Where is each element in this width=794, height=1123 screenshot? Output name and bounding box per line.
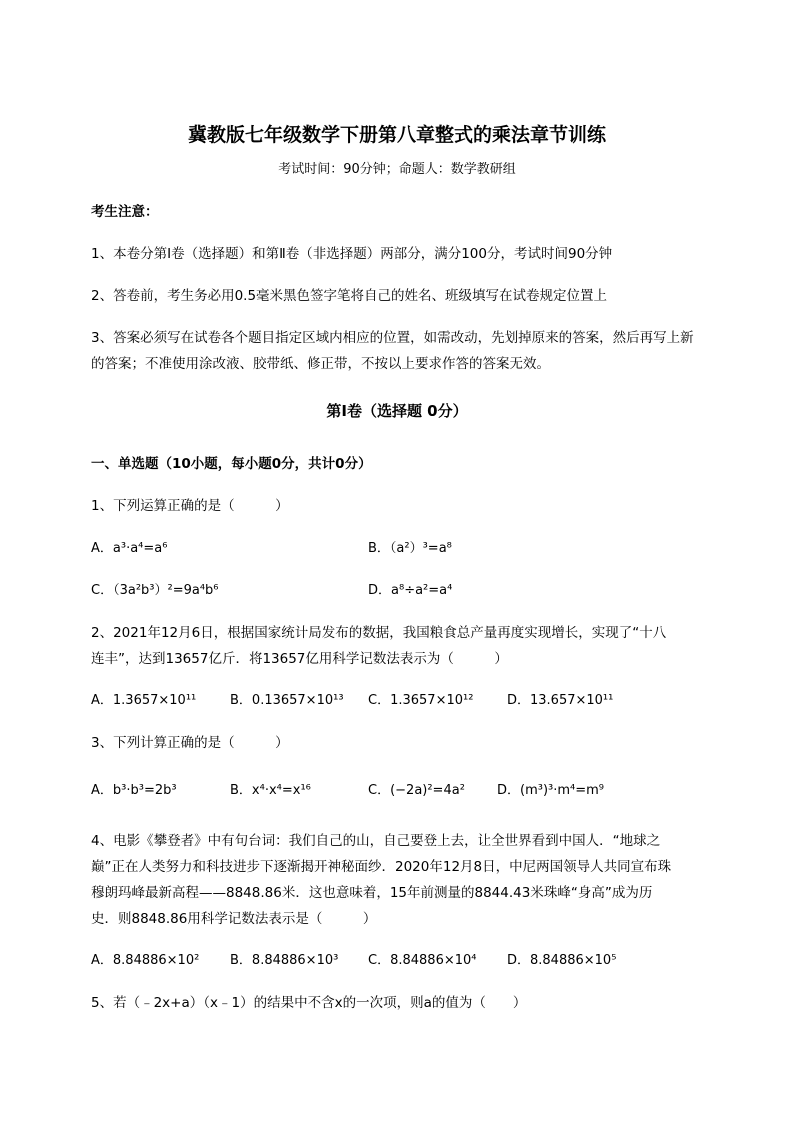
question-1-option-d[interactable]: D．a⁸÷a²=a⁴ [368,583,453,598]
question-1-option-a[interactable]: A．a³·a⁴=a⁶ [91,541,168,556]
question-4-stem-line-3: 穆朗玛峰最新高程——8848.86米．这也意味着，15年前测量的8844.43米珠峰“身高”成为历 [91,885,653,901]
question-4-stem-line-4: 史．则8848.86用科学记数法表示是（ ） [91,911,377,927]
question-2-option-a[interactable]: A．1.3657×10¹¹ [91,693,197,708]
question-1-option-c[interactable]: C．（3a²b³）²=9a⁴b⁶ [91,583,219,598]
notice-item-2: 2、答卷前，考生务必用0.5毫米黑色签字笔将自己的姓名、班级填写在试卷规定位置上 [91,288,608,304]
notice-item-3-cont: 的答案；不准使用涂改液、胶带纸、修正带，不按以上要求作答的答案无效。 [91,356,550,372]
notice-heading: 考生注意： [91,204,159,220]
question-3-option-a[interactable]: A．b³·b³=2b³ [91,783,177,798]
question-1-option-b[interactable]: B．（a²）³=a⁸ [368,541,452,556]
section-title: 第I卷（选择题 0分） [326,402,468,420]
question-2-stem-line-2: 连丰”，达到13657亿斤．将13657亿用科学记数法表示为（ ） [91,651,508,667]
question-4-option-b[interactable]: B．8.84886×10³ [230,953,339,968]
question-2-option-b[interactable]: B．0.13657×10¹³ [230,693,344,708]
question-4-option-d[interactable]: D．8.84886×10⁵ [507,953,617,968]
question-1-stem: 1、下列运算正确的是（ ） [91,498,289,514]
question-3-option-c[interactable]: C．(−2a)²=4a² [368,783,465,798]
question-3-stem: 3、下列计算正确的是（ ） [91,735,289,751]
question-4-option-a[interactable]: A．8.84886×10² [91,953,200,968]
question-2-option-c[interactable]: C．1.3657×10¹² [368,693,474,708]
question-5-stem: 5、若（﹣2x+a）（x﹣1）的结果中不含x的一次项，则a的值为（ ） [91,995,527,1011]
question-4-stem-line-2: 巅”正在人类努力和科技进步下逐渐揭开神秘面纱．2020年12月8日，中尼两国领导人共同宣布珠 [91,859,672,875]
notice-item-1: 1、本卷分第I卷（选择题）和第Ⅱ卷（非选择题）两部分，满分100分，考试时间90分钟 [91,246,613,262]
page-title: 冀教版七年级数学下册第八章整式的乘法章节训练 [187,124,606,146]
question-4-stem-line-1: 4、电影《攀登者》中有句台词：我们自己的山，自己要登上去，让全世界看到中国人．“地球之 [91,833,661,849]
part-heading: 一、单选题（10小题，每小题0分，共计0分） [91,456,372,472]
question-2-stem-line-1: 2、2021年12月6日，根据国家统计局发布的数据，我国粮食总产量再度实现增长，实现了“十八 [91,625,667,641]
question-3-option-d[interactable]: D．(m³)³·m⁴=m⁹ [497,783,605,798]
question-3-option-b[interactable]: B．x⁴·x⁴=x¹⁶ [230,783,311,798]
question-2-option-d[interactable]: D．13.657×10¹¹ [507,693,614,708]
notice-item-3: 3、答案必须写在试卷各个题目指定区域内相应的位置，如需改动，先划掉原来的答案，然后再写上新 [91,330,694,346]
exam-info: 考试时间：90分钟；命题人：数学教研组 [278,162,516,177]
question-4-option-c[interactable]: C．8.84886×10⁴ [368,953,477,968]
